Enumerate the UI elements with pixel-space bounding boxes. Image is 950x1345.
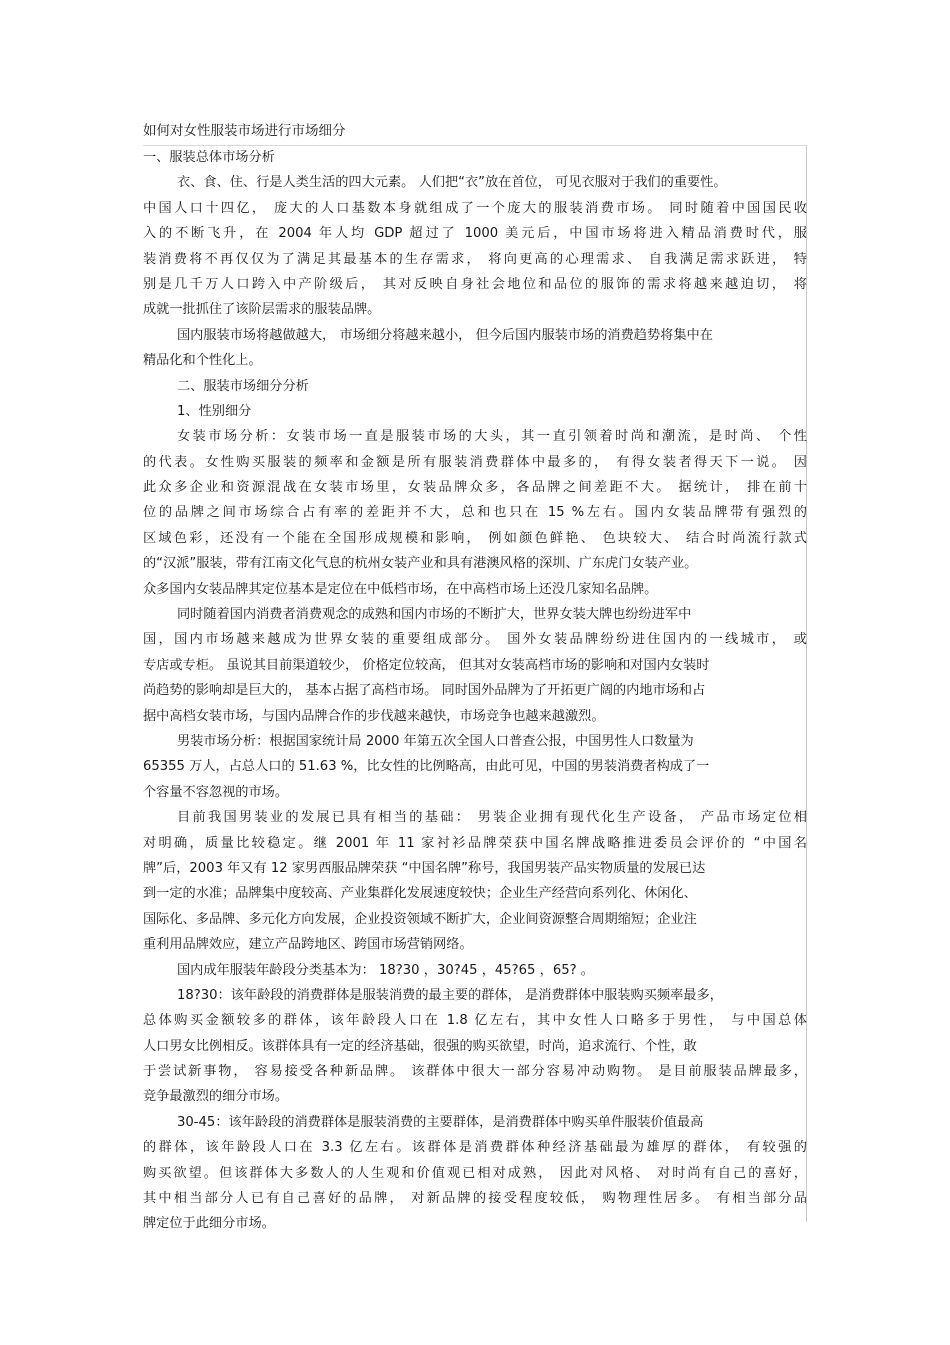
text-line: 一、服装总体市场分析 xyxy=(143,150,275,165)
text-line: 人口男女比例相反。该群体具有一定的经济基础，很强的购买欲望，时尚，追求流行、个性，敢 xyxy=(143,1038,697,1054)
text-line: 于尝试新事物， 容易接受各种新品牌。 该群体中很大一部分容易冲动购物。 是目前服装品牌最多， xyxy=(143,1064,807,1080)
text-line: 中国人口十四亿， 庞大的人口基数本身就组成了一个庞大的服装消费市场。 同时随着中国国民收 xyxy=(143,200,807,216)
text-line: 此众多企业和资源混战在女装市场里，女装品牌众多，各品牌之间差距不大。 据统计， 排在前十 xyxy=(143,480,807,496)
text-line: 别是几千万人口跨入中产阶级后， 其对反映自身社会地位和品位的服饰的需求将越来越迫切， 将 xyxy=(143,276,807,292)
text-line: 牌定位于此细分市场。 xyxy=(143,1216,275,1232)
text-line: 国内服装市场将越做越大， 市场细分将越来越小， 但今后国内服装市场的消费趋势将集中在 xyxy=(177,327,713,343)
text-line: 其中相当部分人已有自己喜好的品牌， 对新品牌的接受程度较低， 购物理性居多。 有相当部分品 xyxy=(143,1191,807,1207)
text-line: 同时随着国内消费者消费观念的成熟和国内市场的不断扩大，世界女装大牌也纷纷进军中 xyxy=(177,607,692,623)
text-line: 竞争最激烈的细分市场。 xyxy=(143,1089,289,1105)
text-line: 众多国内女装品牌其定位基本是定位在中低档市场，在中高档市场上还没几家知名品牌。 xyxy=(143,581,658,597)
text-line: 女装市场分析：女装市场一直是服装市场的大头，其一直引领着时尚和潮流，是时尚、 个性 xyxy=(177,429,807,445)
text-line: 65355 万人，占总人口的 51.63 %，比女性的比例略高，由此可见，中国的男装消费者构成了一 xyxy=(143,759,710,775)
text-line: 总体购买金额较多的群体，该年龄段人口在 1.8 亿左右，其中女性人口略多于男性， 与中国总体 xyxy=(143,1013,807,1029)
text-line: 入的不断飞升，在 2004 年人均 GDP 超过了 1000 美元后，中国市场将进入精品消费时代，服 xyxy=(143,226,807,242)
text-line: 30-45：该年龄段的消费群体是服装消费的主要群体，是消费群体中购买单件服装价值最高 xyxy=(177,1114,704,1130)
text-line: 区域色彩，还没有一个能在全国形成规模和影响， 例如颜色鲜艳、 色块较大、 结合时尚流行款式 xyxy=(143,530,807,546)
text-line: 精品化和个性化上。 xyxy=(143,353,262,369)
text-line: 对明确，质量比较稳定。继 2001 年 11 家衬衫品牌荣获中国名牌战略推进委员会评价的 “中国名 xyxy=(143,835,807,851)
text-line: 成就一批抓住了该阶层需求的服装品牌。 xyxy=(143,302,381,318)
text-line: 专店或专柜。 虽说其目前渠道较少， 价格定位较高， 但其对女装高档市场的影响和对国内女装时 xyxy=(143,657,710,673)
text-line: 1、性别细分 xyxy=(177,403,252,419)
text-line: 男装市场分析：根据国家统计局 2000 年第五次全国人口普查公报，中国男性人口数量为 xyxy=(177,733,694,749)
text-line: 位的品牌之间市场综合占有率的差距并不大，总和也只在 15 %左右。国内女装品牌带有强烈的 xyxy=(143,505,807,521)
document-title: 如何对女性服装市场进行市场细分 xyxy=(143,123,346,139)
text-line: 装消费将不再仅仅为了满足其最基本的生存需求， 将向更高的心理需求、 自我满足需求跃进， 特 xyxy=(143,251,807,267)
text-line: 国，国内市场越来越成为世界女装的重要组成部分。 国外女装品牌纷纷进住国内的一线城市， 或 xyxy=(143,632,807,648)
text-line: 国内成年服装年龄段分类基本为： 18?30 ，30?45 ，45?65 ，65? 。 xyxy=(177,962,594,978)
text-line: 衣、食、住、行是人类生活的四大元素。 人们把“衣”放在首位， 可见衣服对于我们的重要性。 xyxy=(177,175,727,191)
text-line: 的代表。女性购买服装的频率和金额是所有服装消费群体中最多的， 有得女装者得天下一说。 因 xyxy=(143,454,807,470)
text-line: 18?30：该年龄段的消费群体是服装消费的最主要的群体， 是消费群体中服装购买频率最多， xyxy=(177,987,723,1003)
text-line: 到一定的水准；品牌集中度较高、产业集群化发展速度较快；企业生产经营向系列化、休闲化、 xyxy=(143,886,697,902)
text-line: 二、服装市场细分分析 xyxy=(177,378,309,394)
text-line: 的群体，该年龄段人口在 3.3 亿左右。该群体是消费群体种经济基础最为雄厚的群体， 有较强的 xyxy=(143,1140,807,1156)
text-line: 尚趋势的影响却是巨大的， 基本占据了高档市场。 同时国外品牌为了开拓更广阔的内地市场和占 xyxy=(143,683,706,699)
text-line: 个容量不容忽视的市场。 xyxy=(143,784,289,800)
text-line: 目前我国男装业的发展已具有相当的基础： 男装企业拥有现代化生产设备， 产品市场定位相 xyxy=(177,810,807,826)
text-line: 牌”后，2003 年又有 12 家男西服品牌荣获 “中国名牌”称号，我国男装产品实物质量的发展已达 xyxy=(143,860,706,876)
document-body xyxy=(143,145,807,1237)
text-line: 国际化、多品牌、多元化方向发展，企业投资领域不断扩大，企业间资源整合周期缩短；企业注 xyxy=(143,911,697,927)
text-line: 重利用品牌效应，建立产品跨地区、跨国市场营销网络。 xyxy=(143,937,473,953)
text-line: 的“汉派”服装，带有江南文化气息的杭州女装产业和具有港澳风格的深圳、广东虎门女装产业。 xyxy=(143,556,698,572)
text-line: 购买欲望。但该群体大多数人的人生观和价值观已相对成熟， 因此对风格、 对时尚有自己的喜好， xyxy=(143,1165,807,1181)
text-line: 据中高档女装市场，与国内品牌合作的步伐越来越快，市场竞争也越来越激烈。 xyxy=(143,708,605,724)
